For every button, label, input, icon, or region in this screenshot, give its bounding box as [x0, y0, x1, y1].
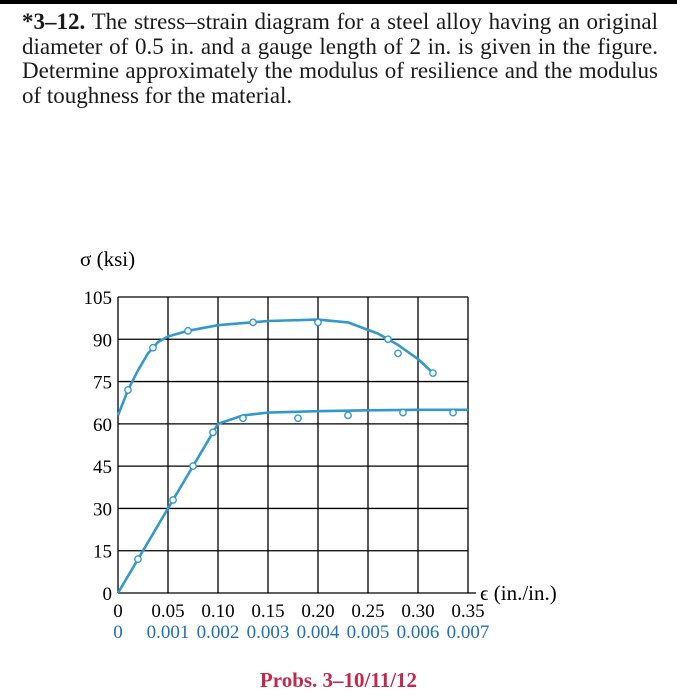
data-point [185, 328, 191, 334]
y-axis-label: σ (ksi) [80, 247, 136, 271]
data-point [190, 463, 196, 469]
data-point [135, 556, 141, 562]
data-point [150, 345, 156, 351]
x-upper-tick-label: 0.10 [201, 601, 235, 622]
data-point [385, 336, 391, 342]
x-lower-tick-label: 0.007 [446, 622, 490, 643]
y-tick-label: 75 [93, 372, 112, 394]
x-lower-tick-label: 0.005 [346, 622, 390, 643]
x-lower-tick-label: 0.006 [396, 622, 440, 643]
data-point [250, 319, 256, 325]
problem-text: The stress–strain diagram for a steel alloy having an original diameter of 0.5 in. and a gauge length of 2 in. is given in the figure. Determine approximately the modulus of resilience and the modulus of toughness for the material. [22, 9, 658, 108]
data-point [345, 412, 351, 418]
figure-caption: Probs. 3–10/11/12 [259, 668, 418, 692]
x-upper-tick-label: 0.20 [301, 601, 335, 622]
x-axis-label: ϵ (in./in.) [480, 581, 557, 605]
x-lower-tick-label: 0.003 [246, 622, 290, 643]
data-point [170, 497, 176, 503]
data-point [125, 387, 131, 393]
x-lower-tick-label: 0.004 [296, 622, 340, 643]
y-tick-label: 90 [93, 330, 112, 352]
data-point [240, 415, 246, 421]
x-lower-tick-label: 0.001 [146, 622, 190, 643]
x-lower-tick-label: 0 [113, 622, 123, 643]
chart-grid [118, 297, 468, 593]
y-tick-label: 60 [93, 414, 112, 436]
x-upper-tick-label: 0 [113, 601, 123, 622]
data-point [315, 319, 321, 325]
data-point [395, 350, 401, 356]
x-upper-tick-label: 0.30 [401, 601, 435, 622]
y-tick-label: 45 [93, 457, 112, 479]
data-point [450, 409, 456, 415]
y-tick-label: 0 [102, 584, 112, 605]
x-upper-tick-label: 0.05 [151, 601, 185, 622]
series-line-upper [118, 320, 433, 416]
chart-points [125, 319, 456, 562]
x-lower-tick-label: 0.002 [196, 622, 240, 643]
data-point [430, 370, 436, 376]
data-point [210, 429, 216, 435]
chart-curves [118, 320, 468, 593]
x-upper-tick-label: 0.25 [351, 601, 385, 622]
x-upper-tick-label: 0.35 [451, 601, 485, 622]
problem-number: *3–12. [22, 9, 86, 34]
x-upper-tick-label: 0.15 [251, 601, 285, 622]
data-point [400, 409, 406, 415]
y-tick-label: 30 [93, 499, 112, 521]
y-tick-label: 105 [83, 288, 112, 309]
y-tick-label: 15 [93, 541, 112, 563]
data-point [295, 415, 301, 421]
